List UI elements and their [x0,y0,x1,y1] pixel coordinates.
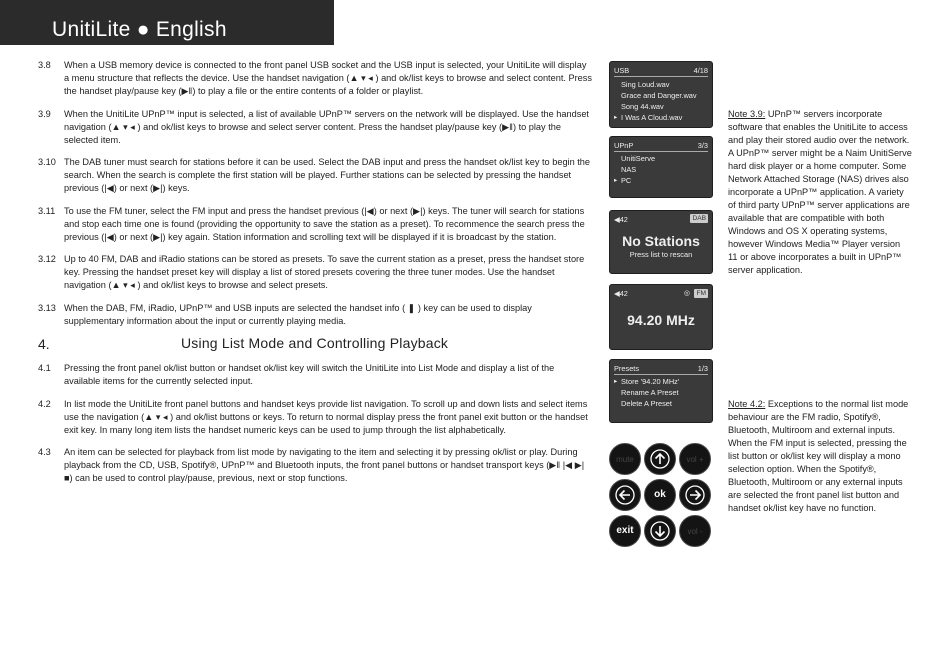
volume-level: 42 [619,215,628,224]
status-hint: Press list to rescan [629,250,693,259]
volume-indicator [614,289,628,298]
arrow-down-icon [650,521,670,541]
note-label: Note 4.2: [728,399,766,409]
paragraph-number: 3.9 [38,109,51,119]
list-item: Delete A Preset [621,399,672,408]
paragraph-number: 3.11 [38,206,56,216]
source-tag: DAB [692,215,706,222]
screen-count: 1/3 [697,364,708,373]
header-banner [0,0,334,45]
volume-up-button[interactable] [679,443,711,475]
status-message: No Stations [622,233,700,249]
list-item: Song 44.wav [621,102,664,111]
list-item-selected: ▸ PC [621,176,631,186]
paragraph-number: 3.10 [38,157,56,167]
down-button[interactable] [644,515,676,547]
list-item: Rename A Preset [621,388,679,397]
paragraph-text: When the DAB, FM, iRadio, UPnP™ and USB inputs are selected the handset info ( ❚ ) key can be used to display supplementary information about the input or currently playing media. [64,303,532,326]
paragraph-4-3 [38,446,593,485]
paragraph-4-1 [38,362,593,388]
right-button[interactable] [679,479,711,511]
paragraph-3-12 [38,253,593,292]
upnp-screen [609,136,713,198]
paragraph-number: 4.1 [38,363,51,373]
ok-label: ok [654,489,666,500]
paragraph-text: When a USB memory device is connected to the front panel USB socket and the USB input is selected, your UnitiLite will display a menu structure that reflects the device. Use the handset navigation (▲ ▾ ◂ ) and ok/list keys to browse and select content. Press the handset play/pause key (▶‖) to play a file or the entire contents of a folder or playlist. [64,60,592,96]
exit-button[interactable] [609,515,641,547]
paragraph-text: The DAB tuner must search for stations before it can be used. Select the DAB input and press the handset ok/list key to begin the search. When the search is complete the first station will be played. Further stations can be selected by pressing the handset previous (|◀) or next (▶|) keys. [64,157,591,193]
arrow-right-icon [685,485,705,505]
paragraph-number: 3.12 [38,254,56,264]
section-number: 4. [38,336,50,352]
paragraph-number: 4.3 [38,447,51,457]
source-tag: FM [696,290,706,297]
paragraph-3-13 [38,302,593,328]
paragraph-text: To use the FM tuner, select the FM input and press the handset previous (|◀) or next (▶|) keys. The tuner will search for stations and stop each time one is found (providing the opportunity to save the station as a preset). To recommence the search press the previous (|◀) or next (▶|) key again. Station information and scrolling text will be displayed if it is broadcast by the station. [64,206,585,242]
paragraph-3-8 [38,59,593,98]
paragraph-number: 4.2 [38,399,51,409]
paragraph-text: Up to 40 FM, DAB and iRadio stations can be stored as presets. To save the current station as a preset, press the handset store key. Pressing the handset preset key will display a list of stored presets covering the three tuner modes. Use the handset navigation (▲ ▾ ◂ ) and ok/list keys to browse and select presets. [64,254,585,290]
list-item-selected: ▸ Store '94.20 MHz' [621,377,679,387]
screen-count: 3/3 [697,141,708,150]
arrow-up-icon [650,449,670,469]
paragraph-number: 3.8 [38,60,51,70]
frequency: 94.20 MHz [627,312,695,328]
screen-title: USB [614,66,630,75]
list-item: UnitiServe [621,154,656,163]
section-title: Using List Mode and Controlling Playback [181,335,449,351]
note-text: UPnP™ servers incorporate software that enables the UnitiLite to access and play their stored audio over the network. A UPnP™ server might be a Naim UnitiServe hard disk player or a home computer. Some Network Attached Storage (NAS) drives also incorporate a UPnP™ application. A variety of third party UPnP™ server applications are available that are compatible with both Windows and OS X operating systems, however Windows Media™ Player version 11 or above incorporates a built in UPnP™ server application. [728,109,912,275]
paragraph-text: An item can be selected for playback from list mode by navigating to the item and selecting it by pressing ok/list or play. During playback from the CD, USB, Spotify®, UPnP™ and Bluetooth inputs, the front panel buttons or handset transport keys (▶‖ |◀ ▶| ■) can be used to control play/pause, previous, next or stop functions. [64,447,585,483]
left-button[interactable] [609,479,641,511]
ok-button[interactable] [644,479,676,511]
usb-screen [609,61,713,128]
presets-screen [609,359,713,423]
volume-indicator [614,215,628,224]
volume-down-label: vol - [687,527,703,536]
speaker-icon: ◀ [614,215,620,224]
list-item: Sing Loud.wav [621,80,670,89]
paragraph-4-2 [38,398,593,437]
mute-button[interactable] [609,443,641,475]
paragraph-number: 3.13 [38,303,56,313]
speaker-icon: ◀ [614,289,620,298]
stereo-icon: ◎ [683,290,690,297]
note-text: Exceptions to the normal list mode behaviour are the FM radio, Spotify®, Bluetooth, Multiroom and external inputs. When the FM input is selected, pressing the list button or ok/list key will display a mono selection option. When the Spotify®, Bluetooth, Multiroom or any external inputs are selected the front panel list button and handset ok/list key have no function. [728,399,909,513]
paragraph-3-10 [38,156,593,195]
note-3-9 [728,108,912,277]
list-item: NAS [621,165,637,174]
page-title: UnitiLite ● English [52,18,227,41]
volume-level: 42 [619,289,628,298]
volume-up-label: vol + [686,455,704,464]
mute-label: mute [616,455,634,464]
dab-screen [609,210,713,274]
list-item: Grace and Danger.wav [621,91,697,100]
paragraph-text: In list mode the UnitiLite front panel buttons and handset keys provide list navigation. To scroll up and down lists and select items use the navigation (▲ ▾ ◂ ) and ok/list buttons or keys. To return to normal display press the front panel exit button or the handset exit key. In many long item lists the handset numeric keys can be used to jump through the list alphabetically. [64,399,588,435]
fm-screen [609,284,713,350]
screen-header [614,65,708,77]
screen-header [614,140,708,152]
paragraph-3-9 [38,108,593,147]
exit-label: exit [616,525,634,536]
screen-title: Presets [614,364,640,373]
up-button[interactable] [644,443,676,475]
arrow-left-icon [615,485,635,505]
note-4-2 [728,398,912,515]
paragraph-text: Pressing the front panel ok/list button or handset ok/list key will switch the UnitiLite into List Mode and display a list of the available items for the currently selected input. [64,363,555,386]
paragraph-3-11 [38,205,593,244]
screen-title: UPnP [614,141,634,150]
screen-count: 4/18 [693,66,708,75]
screen-header [614,363,708,375]
paragraph-text: When the UnitiLite UPnP™ input is selected, a list of available UPnP™ servers on the network will be displayed. Use the handset navigation (▲ ▾ ◂ ) and ok/list keys to browse and select server content. Press the handset play/pause key (▶‖) to play the selected item. [64,109,589,145]
note-label: Note 3.9: [728,109,766,119]
list-item-selected: ▸ I Was A Cloud.wav [621,113,682,123]
volume-down-button[interactable] [679,515,711,547]
